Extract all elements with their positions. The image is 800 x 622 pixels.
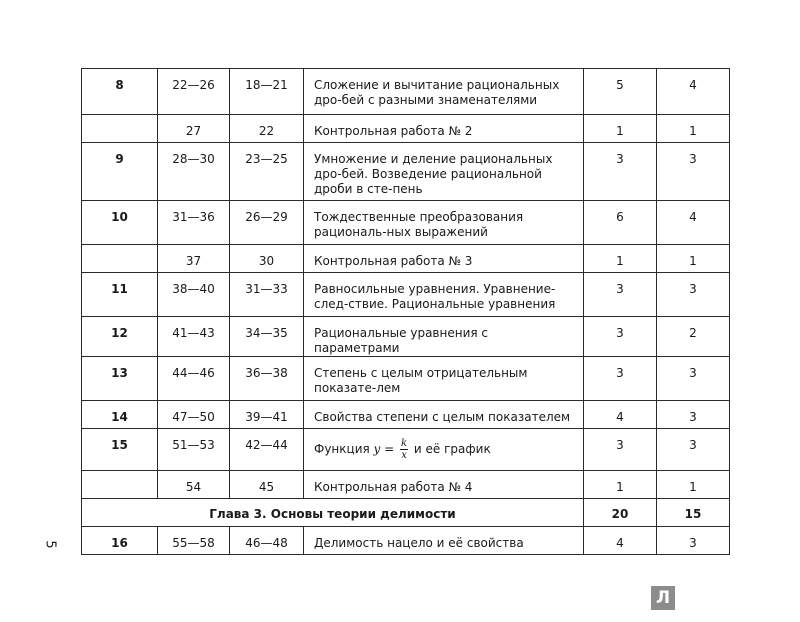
paragraph-range: 28—30 xyxy=(158,143,230,201)
paragraph-range: 41—43 xyxy=(158,317,230,357)
exercise-range: 18—21 xyxy=(230,69,304,115)
formula-lhs: y = xyxy=(373,442,395,456)
topic-cell: Свойства степени с целым показателем xyxy=(304,401,584,429)
hours-a: 4 xyxy=(584,527,657,555)
topic-cell: Тождественные преобразования рациональ-ных выражений xyxy=(304,201,584,245)
lesson-number: 10 xyxy=(82,201,158,245)
paragraph-range: 31—36 xyxy=(158,201,230,245)
paragraph-range: 37 xyxy=(158,245,230,273)
table-row xyxy=(82,317,730,357)
paragraph-range: 22—26 xyxy=(158,69,230,115)
lesson-number: 11 xyxy=(82,273,158,317)
hours-b: 3 xyxy=(657,273,730,317)
lesson-number xyxy=(82,471,158,499)
topic-cell: Рациональные уравнения с параметрами xyxy=(304,317,584,357)
paragraph-range: 54 xyxy=(158,471,230,499)
hours-b: 4 xyxy=(657,201,730,245)
exercise-range: 39—41 xyxy=(230,401,304,429)
fraction-numerator: k xyxy=(401,438,408,449)
hours-a: 4 xyxy=(584,401,657,429)
paragraph-range: 55—58 xyxy=(158,527,230,555)
exercise-range: 22 xyxy=(230,115,304,143)
lesson-number: 9 xyxy=(82,143,158,201)
table-row xyxy=(82,357,730,401)
table-row xyxy=(82,69,730,115)
table-row xyxy=(82,273,730,317)
exercise-range: 42—44 xyxy=(230,429,304,471)
hours-a: 1 xyxy=(584,245,657,273)
topic-cell: Умножение и деление рациональных дро-бей. Возведение рациональной дроби в сте-пень xyxy=(304,143,584,201)
paragraph-range: 44—46 xyxy=(158,357,230,401)
topic-suffix: и её график xyxy=(413,442,491,456)
exercise-range: 36—38 xyxy=(230,357,304,401)
hours-a: 3 xyxy=(584,429,657,471)
table-row xyxy=(82,201,730,245)
exercise-range: 23—25 xyxy=(230,143,304,201)
exercise-range: 30 xyxy=(230,245,304,273)
hours-a: 6 xyxy=(584,201,657,245)
topic-cell: Сложение и вычитание рациональных дро-бей с разными знаменателями xyxy=(304,69,584,115)
lesson-number: 12 xyxy=(82,317,158,357)
table-row xyxy=(82,143,730,201)
paragraph-range: 27 xyxy=(158,115,230,143)
topic-cell: Делимость нацело и её свойства xyxy=(304,527,584,555)
lesson-number xyxy=(82,115,158,143)
hours-b: 2 xyxy=(657,317,730,357)
table-row xyxy=(82,401,730,429)
table-row xyxy=(82,471,730,499)
topic-cell: Контрольная работа № 4 xyxy=(304,471,584,499)
hours-b: 3 xyxy=(657,401,730,429)
hours-a: 3 xyxy=(584,357,657,401)
hours-a: 3 xyxy=(584,273,657,317)
paragraph-range: 51—53 xyxy=(158,429,230,471)
table-row xyxy=(82,429,730,471)
publisher-logo: Л xyxy=(651,586,675,610)
curriculum-table xyxy=(81,68,730,555)
fraction-denominator: x xyxy=(401,450,407,461)
topic-cell: Равносильные уравнения. Уравнение-след-ствие. Рациональные уравнения xyxy=(304,273,584,317)
hours-a: 5 xyxy=(584,69,657,115)
paragraph-range: 38—40 xyxy=(158,273,230,317)
hours-b: 3 xyxy=(657,527,730,555)
exercise-range: 34—35 xyxy=(230,317,304,357)
hours-b: 1 xyxy=(657,471,730,499)
hours-b: 15 xyxy=(657,499,730,527)
hours-b: 1 xyxy=(657,115,730,143)
table-row xyxy=(82,245,730,273)
hours-b: 3 xyxy=(657,143,730,201)
fraction xyxy=(400,438,408,461)
table-row xyxy=(82,527,730,555)
lesson-number: 14 xyxy=(82,401,158,429)
lesson-number: 15 xyxy=(82,429,158,471)
exercise-range: 46—48 xyxy=(230,527,304,555)
hours-b: 4 xyxy=(657,69,730,115)
hours-a: 20 xyxy=(584,499,657,527)
topic-cell: Контрольная работа № 2 xyxy=(304,115,584,143)
topic-cell: Контрольная работа № 3 xyxy=(304,245,584,273)
chapter-title: Глава 3. Основы теории делимости xyxy=(82,499,584,527)
lesson-number: 16 xyxy=(82,527,158,555)
hours-b: 1 xyxy=(657,245,730,273)
exercise-range: 31—33 xyxy=(230,273,304,317)
exercise-range: 45 xyxy=(230,471,304,499)
topic-prefix: Функция xyxy=(314,442,370,456)
lesson-number: 8 xyxy=(82,69,158,115)
table-row xyxy=(82,115,730,143)
chapter-row xyxy=(82,499,730,527)
lesson-number xyxy=(82,245,158,273)
hours-a: 1 xyxy=(584,115,657,143)
hours-b: 3 xyxy=(657,357,730,401)
hours-a: 3 xyxy=(584,143,657,201)
topic-cell xyxy=(304,429,584,471)
hours-a: 3 xyxy=(584,317,657,357)
hours-a: 1 xyxy=(584,471,657,499)
page-number: 5 xyxy=(42,540,58,549)
hours-b: 3 xyxy=(657,429,730,471)
topic-cell: Степень с целым отрицательным показате-лем xyxy=(304,357,584,401)
lesson-number: 13 xyxy=(82,357,158,401)
exercise-range: 26—29 xyxy=(230,201,304,245)
paragraph-range: 47—50 xyxy=(158,401,230,429)
